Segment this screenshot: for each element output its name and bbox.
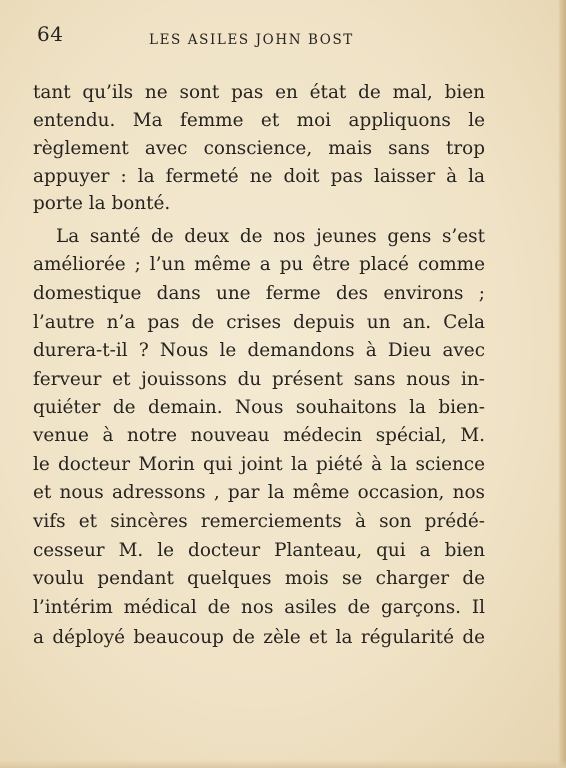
running-title: LES ASILES JOHN BOST xyxy=(149,32,354,48)
page-edge-right xyxy=(558,0,566,768)
text-line: durera-t-il ? Nous le demandons à Dieu avec xyxy=(33,340,485,361)
text-line: cesseur M. le docteur Planteau, qui a bien xyxy=(33,540,485,561)
text-line: ferveur et jouissons du présent sans nous in- xyxy=(33,369,485,390)
text-line: La santé de deux de nos jeunes gens s’est xyxy=(56,226,485,247)
text-line: porte la bonté. xyxy=(33,193,171,214)
text-line: l’autre n’a pas de crises depuis un an. Cela xyxy=(33,312,485,333)
text-line: venue à notre nouveau médecin spécial, M. xyxy=(33,425,485,446)
text-line: appuyer : la fermeté ne doit pas laisser à la xyxy=(33,166,485,187)
text-line: vifs et sincères remerciements à son prédé- xyxy=(33,511,485,532)
text-line: tant qu’ils ne sont pas en état de mal, bien xyxy=(33,82,485,103)
text-line: voulu pendant quelques mois se charger de xyxy=(33,568,485,589)
text-line: et nous adressons , par la même occasion, nos xyxy=(33,482,485,503)
text-line: le docteur Morin qui joint la piété à la science xyxy=(33,454,485,475)
page-edge-bottom xyxy=(0,760,566,768)
text-line: a déployé beaucoup de zèle et la régularité de xyxy=(33,627,485,648)
text-line: améliorée ; l’un même a pu être placé comme xyxy=(33,254,485,275)
text-line: l’intérim médical de nos asiles de garçons. Il xyxy=(33,597,485,618)
text-line: entendu. Ma femme et moi appliquons le xyxy=(33,110,485,131)
page-number: 64 xyxy=(37,22,64,46)
text-line: quiéter de demain. Nous souhaitons la bien- xyxy=(33,397,485,418)
text-line: domestique dans une ferme des environs ; xyxy=(33,283,485,304)
text-line: règlement avec conscience, mais sans trop xyxy=(33,138,485,159)
